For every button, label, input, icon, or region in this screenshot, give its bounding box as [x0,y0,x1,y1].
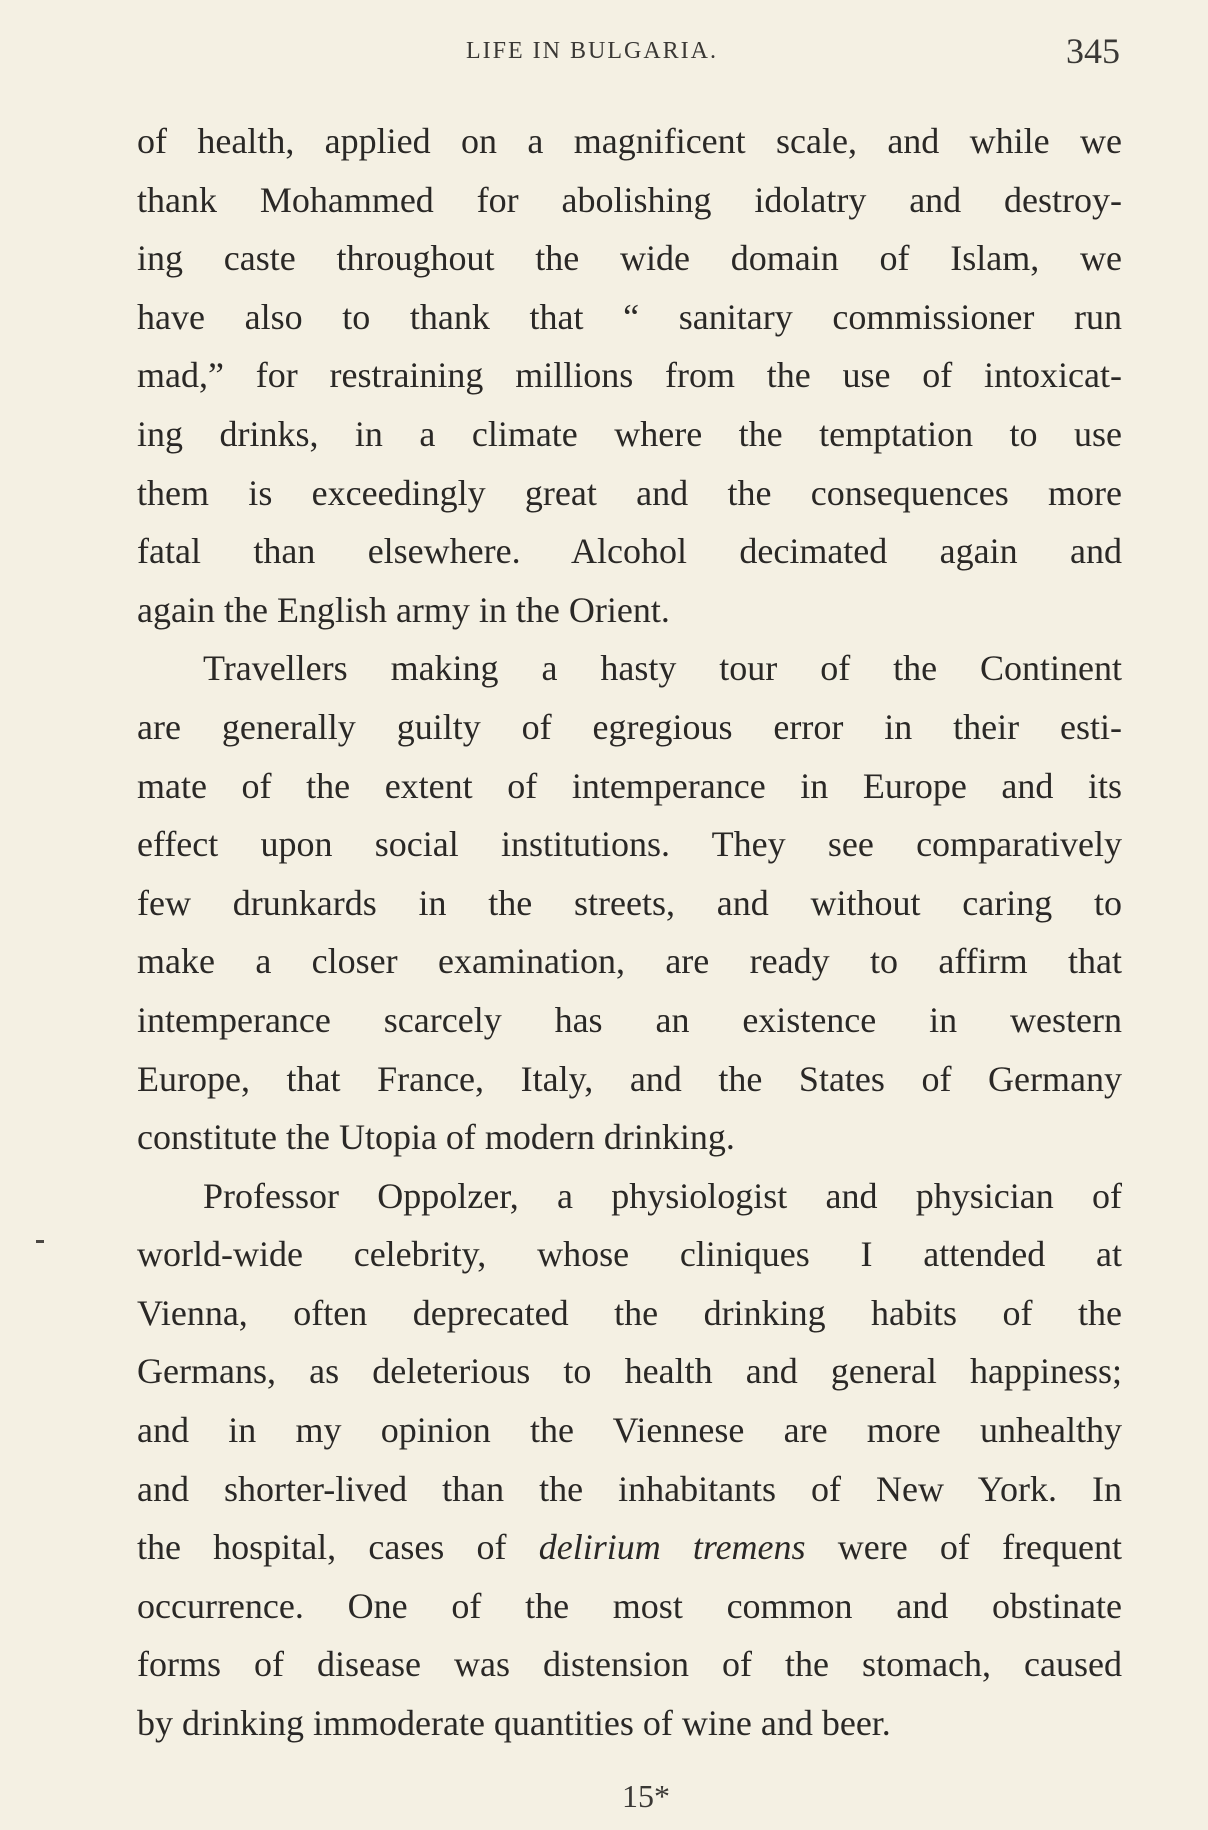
paragraph-first-line: Travellers making a hasty tour of the Continent [203,648,1122,689]
text-line: occurrence. One of the most common and obstinate [137,1585,1122,1626]
text-segment: were of frequent [837,1527,1122,1568]
text-line: mad,” for restraining millions from the use of intoxicat- [137,355,1122,396]
text-line: forms of disease was distension of the stomach, caused [137,1644,1122,1685]
text-line: by drinking immoderate quantities of wine and beer. [137,1703,891,1744]
text-line: Europe, that France, Italy, and the States of Germany [137,1058,1122,1099]
text-line: fatal than elsewhere. Alcohol decimated again and [137,531,1122,572]
text-line: Vienna, often deprecated the drinking habits of the [137,1292,1122,1333]
text-line: thank Mohammed for abolishing idolatry and destroy- [137,179,1122,220]
text-line: make a closer examination, are ready to affirm that [137,941,1122,982]
text-segment: the hospital, cases of [137,1527,507,1568]
italic-term: delirium tremens [538,1527,806,1568]
text-line: Germans, as deleterious to health and general happiness; [137,1351,1122,1392]
text-line: have also to thank that “ sanitary commissioner run [137,296,1122,337]
paragraph-first-line: Professor Oppolzer, a physiologist and physician of [203,1175,1122,1216]
text-line: constitute the Utopia of modern drinking. [137,1117,735,1158]
text-line: effect upon social institutions. They see comparatively [137,824,1122,865]
page-number: 345 [1066,31,1120,71]
text-line: ing caste throughout the wide domain of Islam, we [137,238,1122,279]
text-line: and in my opinion the Viennese are more unhealthy [137,1410,1122,1451]
text-line: are generally guilty of egregious error in their esti- [137,706,1122,747]
signature-mark: 15* [622,1778,670,1814]
text-line: intemperance scarcely has an existence in western [137,999,1122,1040]
text-line: again the English army in the Orient. [137,589,670,630]
text-line: world-wide celebrity, whose cliniques I attended at [137,1234,1122,1275]
body-text [137,112,1122,1753]
text-line: few drunkards in the streets, and without caring to [137,882,1122,923]
text-line: and shorter-lived than the inhabitants of New York. In [137,1468,1122,1509]
running-title: LIFE IN BULGARIA. [466,38,718,64]
text-line: them is exceedingly great and the consequences more [137,472,1122,513]
text-line: of health, applied on a magnificent scale, and while we [137,121,1122,161]
margin-mark [36,1240,44,1243]
text-line: ing drinks, in a climate where the temptation to use [137,413,1122,454]
text-line-with-italic [137,1518,1122,1577]
text-line: mate of the extent of intemperance in Europe and its [137,765,1122,806]
